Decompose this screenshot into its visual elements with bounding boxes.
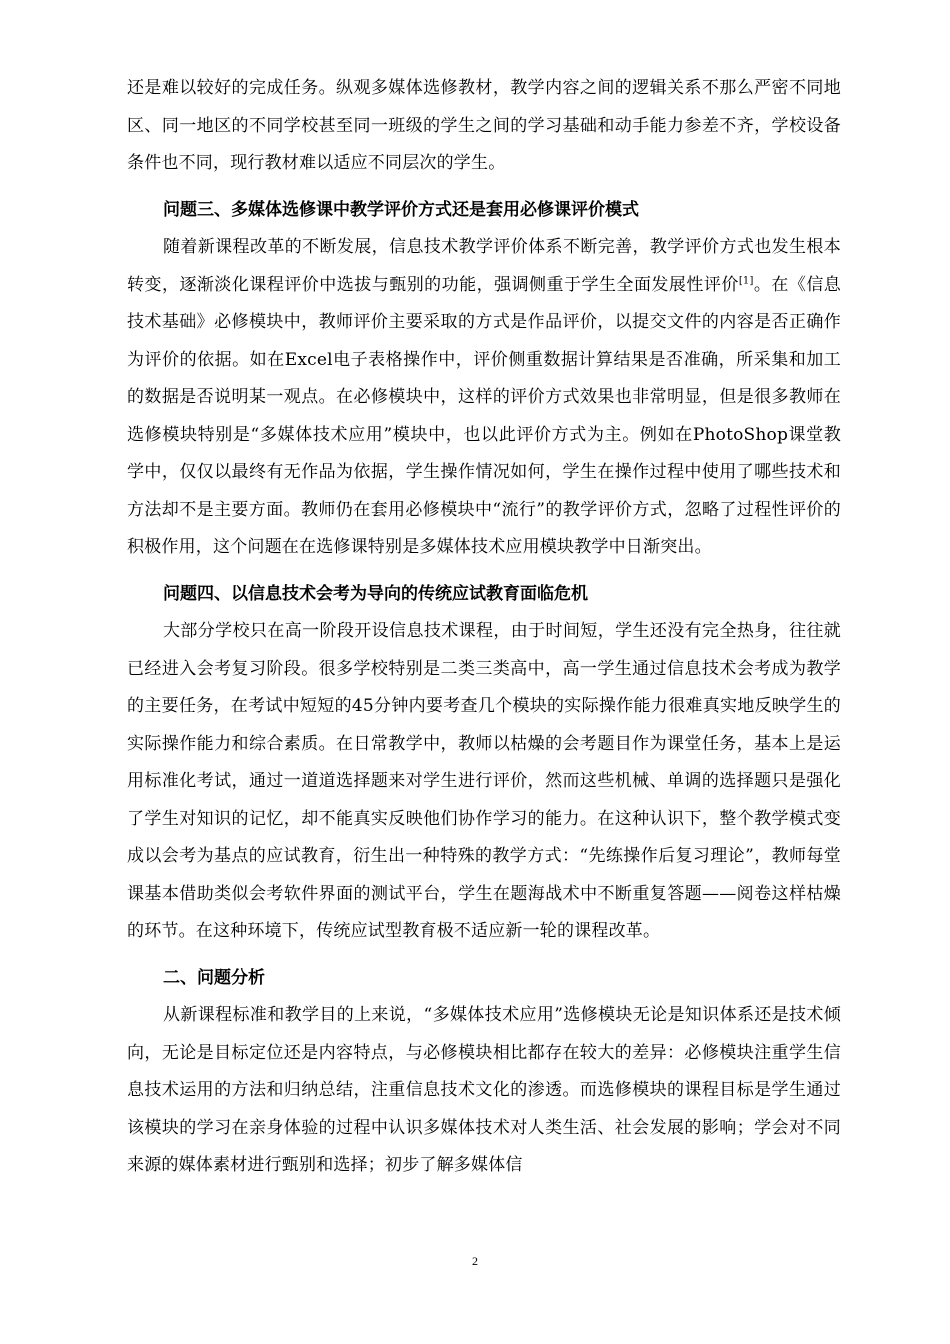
- heading-problem-analysis: 二、问题分析: [163, 967, 265, 988]
- paragraph-problem-three-part1: 随着新课程改革的不断发展，信息技术教学评价体系不断完善，教学评价方式也发生根本转变，逐渐淡化课程评价中选拔与甄别的功能，强调侧重于学生全面发展性评价: [127, 237, 841, 295]
- heading-problem-four: 问题四、以信息技术会考为导向的传统应试教育面临危机: [163, 583, 588, 604]
- citation-ref-1: [1]: [738, 274, 754, 286]
- paragraph-problem-three-part2: 。在《信息技术基础》必修模块中，教师评价主要采取的方式是作品评价，以提交文件的内容是否正确作为评价的依据。如在Excel电子表格操作中，评价侧重数据计算结果是否准确，所采集和加工的数据是否说明某一观点。在必修模块中，这样的评价方式效果也非常明显，但是很多教师在选修模块特别是“多媒体技术应用”模块中，也以此评价方式为主。例如在PhotoShop课堂教学中，仅仅以最终有无作品为依据，学生操作情况如何，学生在操作过程中使用了哪些技术和方法却不是主要方面。教师仍在套用必修模块中“流行”的教学评价方式，忽略了过程性评价的积极作用，这个问题在在选修课特别是多媒体技术应用模块教学中日渐突出。: [127, 274, 841, 557]
- paragraph-problem-analysis: 从新课程标准和教学目的上来说，“多媒体技术应用”选修模块无论是知识体系还是技术倾向，无论是目标定位还是内容特点，与必修模块相比都存在较大的差异：必修模块注重学生信息技术运用的方法和归纳总结，注重信息技术文化的渗透。而选修模块的课程目标是学生通过该模块的学习在亲身体验的过程中认识多媒体技术对人类生活、社会发展的影响；学会对不同来源的媒体素材进行甄别和选择；初步了解多媒体信: [127, 1005, 841, 1175]
- heading-problem-three: 问题三、多媒体选修课中教学评价方式还是套用必修课评价模式: [163, 199, 639, 220]
- paragraph-continuation: 还是难以较好的完成任务。纵观多媒体选修教材，教学内容之间的逻辑关系不那么严密不同地区、同一地区的不同学校甚至同一班级的学生之间的学习基础和动手能力参差不齐，学校设备条件也不同，现行教材难以适应不同层次的学生。: [127, 78, 841, 173]
- paragraph-problem-three: [127, 229, 841, 567]
- paragraph-problem-four: 大部分学校只在高一阶段开设信息技术课程，由于时间短，学生还没有完全热身，往往就已经进入会考复习阶段。很多学校特别是二类三类高中，高一学生通过信息技术会考成为教学的主要任务，在考试中短短的45分钟内要考查几个模块的实际操作能力很难真实地反映学生的实际操作能力和综合素质。在日常教学中，教师以枯燥的会考题目作为课堂任务，基本上是运用标准化考试，通过一道道选择题来对学生进行评价，然而这些机械、单调的选择题只是强化了学生对知识的记忆，却不能真实反映他们协作学习的能力。在这种认识下，整个教学模式变成以会考为基点的应试教育，衍生出一种特殊的教学方式：“先练操作后复习理论”，教师每堂课基本借助类似会考软件界面的测试平台，学生在题海战术中不断重复答题——阅卷这样枯燥的环节。在这种环境下，传统应试型教育极不适应新一轮的课程改革。: [127, 621, 841, 941]
- page-content: [127, 70, 841, 1185]
- page-number: 2: [472, 1254, 478, 1268]
